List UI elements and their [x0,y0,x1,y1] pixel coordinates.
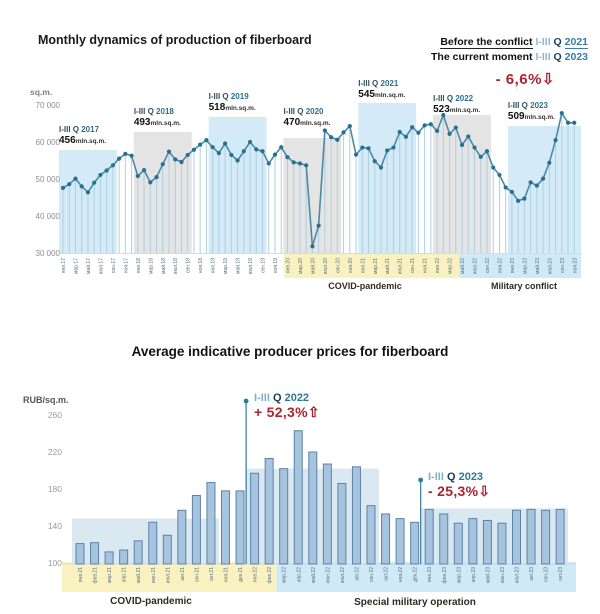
production-quarter-band-2023 [508,126,581,253]
price-x-tick: июн.21 [150,567,157,584]
price-x-tick: авг.23 [529,567,536,581]
price-x-tick: мар.21 [107,567,114,583]
price-x-tick: сен.23 [543,567,550,582]
production-data-point [67,182,71,186]
production-x-tick: июл.23 [547,258,554,275]
production-x-tick: июл.18 [173,258,180,275]
price-x-tick: ноя.21 [223,567,230,583]
price-bar [76,544,84,564]
price-x-tick: мар.22 [281,567,288,583]
up-arrow-icon: ⇧ [307,404,320,420]
price-x-tick: июл.23 [514,567,521,584]
production-data-point [179,160,183,164]
price-bar [134,541,142,564]
production-x-tick: май.17 [85,258,92,274]
price-y-tick: 100 [47,558,62,568]
production-data-point [522,197,526,201]
price-y-tick: 140 [47,521,62,531]
price-x-tick: мар.23 [456,567,463,583]
price-x-tick: дек.21 [238,567,245,582]
production-data-point [485,149,489,153]
production-x-tick: сен.17 [110,258,117,273]
legend-current-label: The current moment [431,51,533,63]
production-data-point [479,155,483,159]
production-chart-title: Monthly dynamics of production of fiberboard [38,33,312,47]
production-data-point [504,185,508,189]
price-bar [280,469,288,564]
price-x-tick: май.23 [485,567,492,583]
production-x-tick: янв.19 [210,258,217,274]
production-y-axis-label: sq.m. [30,87,53,97]
production-data-point [454,125,458,129]
production-x-tick: май.23 [534,258,541,274]
production-x-tick: сен.22 [484,258,491,273]
production-y-tick: 30 000 [35,249,60,258]
price-bar [294,431,302,564]
price-bar [513,510,521,564]
price-x-tick: апр.22 [296,567,303,583]
production-y-tick: 50 000 [35,175,60,184]
price-bar [396,519,404,564]
price-y-tick: 220 [47,447,62,457]
production-data-point [385,148,389,152]
production-x-tick: ноя.20 [347,258,354,274]
production-data-point [460,143,464,147]
down-arrow-icon: ⇩ [478,483,491,499]
production-data-point [560,111,564,115]
production-x-tick: май.19 [235,258,242,274]
production-x-tick: мар.23 [522,258,529,274]
production-data-point [447,132,451,136]
legend-row-current [431,50,588,65]
price-x-tick: окт.23 [558,567,565,581]
production-data-point [529,180,533,184]
price-bar [411,522,419,564]
production-data-point [566,121,570,125]
price-x-tick: июл.22 [339,567,346,584]
production-x-tick: июл.22 [472,258,479,275]
production-data-point [235,158,239,162]
production-data-point [217,151,221,155]
production-x-tick: мар.21 [372,258,379,274]
price-y-tick: 180 [47,484,62,494]
price-x-tick: ноя.22 [398,567,405,583]
change-value: - 6,6% [495,71,542,88]
price-x-tick: июн.22 [325,567,332,584]
production-x-tick: ноя.17 [123,258,130,274]
quarter-annotation-2020: I-III Q 2020 470mln.sq.m. [283,107,331,128]
production-data-point [111,163,115,167]
production-data-point [267,161,271,165]
price-x-tick: янв.23 [427,567,434,583]
price-bar [498,523,506,564]
price-y-tick: 260 [47,410,62,420]
production-data-point [472,145,476,149]
production-data-point [541,177,545,181]
military-period-label-top: Military conflict [490,281,557,291]
annotation-marker-dot [244,399,249,404]
production-change-percent [496,70,555,88]
production-x-tick: сен.18 [185,258,192,273]
production-data-point [273,152,277,156]
price-x-tick: июн.23 [499,567,506,584]
production-data-point [310,244,314,248]
price-x-tick: фев.23 [441,567,448,584]
production-data-point [204,138,208,142]
production-x-tick: май.22 [460,258,467,274]
production-x-tick: июл.19 [248,258,255,275]
production-data-point [80,184,84,188]
production-data-point [142,168,146,172]
price-x-tick: май.22 [310,567,317,583]
production-data-point [248,140,252,144]
production-data-point [229,153,233,157]
production-x-tick: ноя.22 [497,258,504,274]
price-bar [440,514,448,564]
price-x-tick: апр.23 [470,567,477,583]
production-data-point [92,181,96,185]
price-x-tick: апр.21 [121,567,128,583]
price-bar [382,514,390,564]
price-x-tick: сен.22 [369,567,375,582]
production-data-point [173,157,177,161]
production-data-point [148,180,152,184]
production-data-point [154,175,158,179]
quarter-annotation-2023: I-III Q 2023 509mln.sq.m. [507,101,555,122]
production-data-point [516,199,520,203]
price-bar [149,522,157,564]
price-bar [527,509,535,564]
price-bar [251,473,259,564]
production-x-tick: янв.21 [360,258,367,274]
production-data-point [61,186,65,190]
price-bar [323,464,331,564]
production-data-point [304,163,308,167]
production-data-point [435,129,439,133]
production-data-point [167,150,171,154]
production-data-point [497,173,501,177]
production-data-point [466,134,470,138]
production-x-tick: сен.23 [559,258,566,273]
production-x-tick: май.20 [310,258,317,274]
production-x-tick: мар.17 [73,258,80,274]
production-x-tick: мар.20 [297,258,304,274]
production-x-tick: ноя.21 [422,258,429,274]
production-data-point [391,145,395,149]
production-y-tick: 70 000 [35,101,60,110]
legend-current-year: 2023 [564,51,588,63]
production-x-tick: янв.22 [435,258,442,274]
production-data-point [410,125,414,129]
production-x-tick: сен.20 [335,258,342,273]
price-bar [91,543,99,564]
price-x-tick: авг.21 [179,567,186,581]
price-y-axis-label: RUB/sq.m. [23,395,69,405]
quarter-annotation-2017: I-III Q 2017 456mln.sq.m. [59,125,107,146]
production-data-point [323,128,327,132]
price-bar [207,483,215,564]
price-bar [352,467,360,564]
production-x-tick: мар.19 [223,258,230,274]
production-data-point [398,130,402,134]
production-data-point [242,149,246,153]
price-annotation-2022-change: + 52,3%⇧ [254,404,320,420]
price-annotation-2023-change: - 25,3%⇩ [428,483,491,499]
price-bar [120,550,128,564]
production-y-tick: 60 000 [35,138,60,147]
production-y-tick: 40 000 [35,212,60,221]
production-data-point [198,142,202,146]
price-bar [222,491,230,564]
smo-period-label-bottom: Special military operation [354,597,476,608]
price-x-tick: июл.21 [165,567,172,584]
price-annotation-2022 [254,391,320,419]
production-quarter-band-2020 [283,138,341,253]
production-data-point [117,157,121,161]
price-bar [178,510,186,564]
price-bar [425,509,433,564]
legend-row-before [431,35,588,50]
production-data-point [329,135,333,139]
production-x-tick: янв.17 [61,258,67,274]
production-data-point [366,146,370,150]
production-data-point [553,138,557,142]
production-x-tick: июл.21 [397,258,404,275]
production-data-point [404,135,408,139]
down-arrow-icon: ⇩ [541,71,555,88]
price-bar [163,535,171,564]
legend-before-label: Before the conflict [440,36,533,48]
annotation-marker-dot [418,478,423,483]
production-data-point [348,124,352,128]
production-x-tick: янв.20 [285,258,292,274]
production-data-point [379,165,383,169]
production-x-tick: сен.21 [410,258,417,273]
production-data-point [572,121,576,125]
production-data-point [260,149,264,153]
production-data-point [317,224,321,228]
legend-current-q: Q [553,51,562,63]
production-data-point [285,155,289,159]
production-x-tick: май.21 [385,258,392,274]
price-x-tick: авг.22 [354,567,361,581]
covid-period-label-bottom: COVID-pandemic [110,596,192,607]
price-bar [236,491,244,564]
quarter-annotation-2022: I-III Q 2022 523mln.sq.m. [433,94,481,115]
production-x-tick: янв.18 [135,258,142,274]
price-x-tick: сен.21 [194,567,201,582]
price-bar [454,523,462,564]
production-data-point [73,177,77,181]
production-data-point [129,154,133,158]
production-data-point [161,162,165,166]
production-data-point [354,152,358,156]
production-data-point [86,190,90,194]
production-data-point [298,161,302,165]
price-bar [338,483,346,564]
production-data-point [360,145,364,149]
production-x-tick: ноя.19 [272,258,279,274]
production-data-point [423,123,427,127]
price-x-tick: окт.22 [383,567,390,581]
quarter-annotation-2021: I-III Q 2021 545mln.sq.m. [358,79,406,100]
price-annotation-2022-quarter: I-III Q 2022 [254,392,310,404]
legend-before-q: Q [553,36,562,48]
production-data-point [335,138,339,142]
legend-before-quarter: I-III [535,36,551,48]
price-x-tick: май.21 [136,567,143,583]
production-data-point [416,131,420,135]
price-chart-title: Average indicative producer prices for fiberboard [131,344,449,359]
production-data-point [223,141,227,145]
quarter-annotation-2018: I-III Q 2018 493mln.sq.m. [133,107,181,128]
production-data-point [279,145,283,149]
comparison-legend [431,35,588,65]
price-x-tick: окт.21 [208,567,215,581]
price-bar [483,520,491,564]
production-data-point [535,184,539,188]
production-data-point [254,147,258,151]
production-x-tick: июл.17 [98,258,105,275]
production-data-point [547,161,551,165]
price-x-tick: фев.21 [92,567,99,584]
production-data-point [491,165,495,169]
production-x-tick: июл.20 [322,258,329,275]
production-data-point [105,168,109,172]
price-x-tick: фев.22 [267,567,274,584]
production-x-tick: мар.22 [447,258,454,274]
production-data-point [192,148,196,152]
price-bar [192,495,200,564]
price-bar [265,458,273,564]
production-data-point [373,159,377,163]
price-bar [367,506,375,564]
production-x-tick: янв.23 [509,258,516,274]
production-data-point [429,122,433,126]
production-data-point [211,145,215,149]
production-data-point [292,160,296,164]
price-bar [469,519,477,564]
legend-before-year: 2021 [564,36,588,48]
price-bar [105,552,113,564]
production-data-point [510,190,514,194]
production-data-point [341,130,345,134]
production-x-tick: мар.18 [148,258,155,274]
price-x-tick: янв.22 [252,567,259,583]
production-x-tick: ноя.23 [572,258,579,274]
legend-current-quarter: I-III [535,51,551,63]
production-x-tick: май.18 [160,258,167,274]
price-annotation-2023 [428,470,490,498]
price-x-tick: янв.21 [78,567,84,583]
production-data-point [98,173,102,177]
production-x-tick: сен.19 [260,258,267,273]
production-data-point [186,153,190,157]
production-data-point [136,174,140,178]
covid-period-label-top: COVID-pandemic [328,281,402,291]
price-annotation-2023-quarter: I-III Q 2023 [428,471,484,483]
quarter-annotation-2019: I-III Q 2019 518mln.sq.m. [208,92,256,113]
price-bar [309,452,317,564]
production-x-tick: ноя.18 [198,258,205,274]
price-bar [542,510,550,564]
production-data-point [123,152,127,156]
price-x-tick: дек.22 [412,567,419,582]
price-bar [556,509,564,564]
